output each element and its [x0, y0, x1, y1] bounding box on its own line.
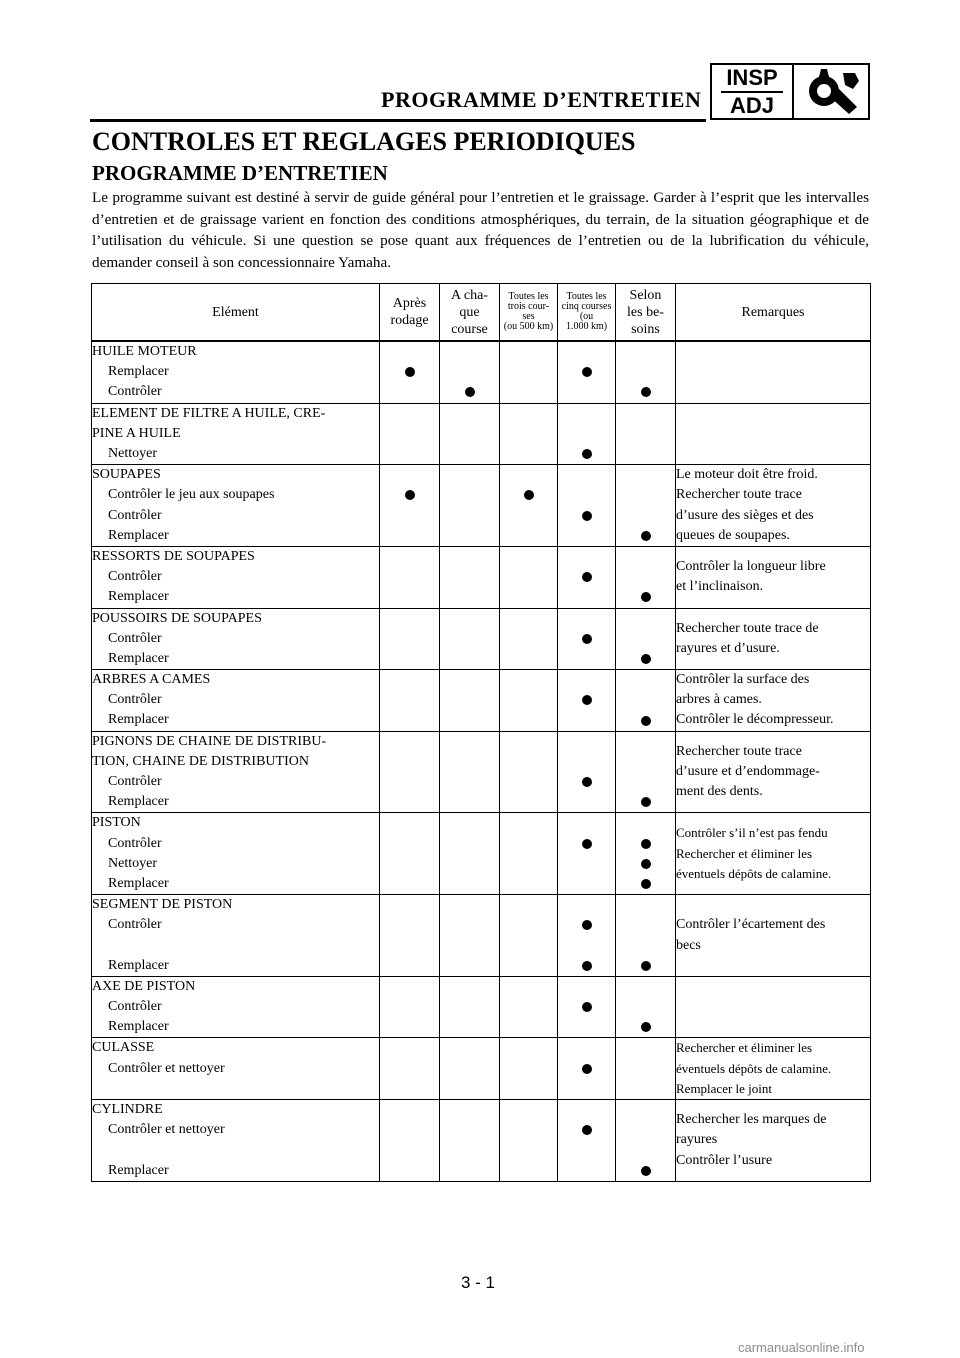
- schedule-dot: [641, 654, 651, 664]
- item-task: Contrôler: [108, 692, 162, 708]
- interval-cell: [500, 895, 558, 977]
- remark-line: Contrôler le décompresseur.: [676, 712, 834, 728]
- interval-cell: [558, 976, 616, 1038]
- item-cell: [92, 1038, 380, 1100]
- schedule-dot: [641, 961, 651, 971]
- interval-cell: [440, 403, 500, 465]
- schedule-dot: [405, 490, 415, 500]
- interval-cell: [380, 976, 440, 1038]
- remark-line: Contrôler la longueur libre: [676, 559, 826, 575]
- interval-cell: [500, 341, 558, 403]
- item-title: SOUPAPES: [92, 467, 161, 483]
- schedule-dot: [582, 695, 592, 705]
- interval-cell: [616, 1038, 676, 1100]
- badge-line-2: ADJ: [729, 92, 774, 118]
- item-cell: [92, 731, 380, 813]
- interval-cell: [616, 546, 676, 608]
- interval-cell: [380, 1100, 440, 1182]
- interval-cell: [500, 1100, 558, 1182]
- header-rule: [90, 119, 706, 122]
- interval-cell: [558, 813, 616, 895]
- header-as-needed: Selon les be- soins: [616, 284, 676, 342]
- interval-cell: [558, 731, 616, 813]
- item-title: PISTON: [92, 815, 141, 831]
- remark-line: queues de soupapes.: [676, 527, 790, 543]
- item-task: Remplacer: [108, 957, 169, 973]
- interval-cell: [616, 813, 676, 895]
- interval-cell: [500, 731, 558, 813]
- schedule-dot: [582, 511, 592, 521]
- item-title: CULASSE: [92, 1040, 155, 1056]
- interval-cell: [558, 670, 616, 732]
- remarks-cell: [676, 1100, 871, 1182]
- item-task: [92, 936, 379, 956]
- item-title: ELEMENT DE FILTRE A HUILE, CRE-: [92, 405, 326, 421]
- table-row: [92, 1100, 871, 1182]
- interval-cell: [500, 403, 558, 465]
- interval-cell: [558, 608, 616, 670]
- schedule-dot: [641, 531, 651, 541]
- schedule-dot: [582, 1064, 592, 1074]
- interval-cell: [440, 895, 500, 977]
- table-row: [92, 895, 871, 977]
- interval-cell: [440, 813, 500, 895]
- interval-cell: [380, 670, 440, 732]
- interval-cell: [558, 546, 616, 608]
- item-title: TION, CHAINE DE DISTRIBUTION: [92, 753, 309, 769]
- table-row: [92, 465, 871, 547]
- interval-cell: [440, 608, 500, 670]
- remark-line: Rechercher les marques de: [676, 1112, 827, 1128]
- table-row: [92, 341, 871, 403]
- table-row: [92, 608, 871, 670]
- schedule-dot: [641, 859, 651, 869]
- interval-cell: [558, 465, 616, 547]
- item-title: ARBRES A CAMES: [92, 672, 211, 688]
- remark-line: Contrôler l’usure: [676, 1152, 773, 1168]
- item-task: Remplacer: [108, 875, 169, 891]
- interval-cell: [616, 731, 676, 813]
- schedule-dot: [641, 797, 651, 807]
- interval-cell: [616, 895, 676, 977]
- schedule-dot: [641, 839, 651, 849]
- item-task: Contrôler et nettoyer: [108, 1060, 225, 1076]
- interval-cell: [500, 608, 558, 670]
- table-row: [92, 731, 871, 813]
- remarks-cell: [676, 813, 871, 895]
- item-title: HUILE MOTEUR: [92, 344, 197, 359]
- table-row: [92, 1038, 871, 1100]
- remark-line: Rechercher toute trace: [676, 487, 802, 503]
- item-title: RESSORTS DE SOUPAPES: [92, 548, 255, 564]
- item-task: Nettoyer: [108, 445, 157, 461]
- item-cell: [92, 403, 380, 465]
- item-task: [92, 1140, 379, 1160]
- intro-paragraph: Le programme suivant est destiné à servir de guide général pour l’entretien et le graissage. Garder à l’esprit que les intervalles d’entretien et de graissage varient en fonction des conditions atmosphériques, du terrain, de la situation géographique et de l’utilisation du véhicule. Si une question se pose quant aux fréquences de l’entretien ou de la lubrification du véhicule, demander conseil à son concessionnaire Yamaha.: [92, 189, 869, 271]
- schedule-dot: [582, 839, 592, 849]
- maintenance-table: [91, 283, 871, 1182]
- page-heading: CONTROLES ET REGLAGES PERIODIQUES: [92, 127, 636, 156]
- header-each-race: A cha- que course: [440, 284, 500, 342]
- schedule-dot: [641, 879, 651, 889]
- item-task: Contrôler: [108, 507, 162, 523]
- interval-cell: [558, 895, 616, 977]
- remark-line: Le moteur doit être froid.: [676, 467, 818, 483]
- item-task: Contrôler le jeu aux soupapes: [108, 487, 275, 503]
- interval-cell: [500, 1038, 558, 1100]
- remark-line: éventuels dépôts de calamine.: [676, 1060, 832, 1076]
- header-every-three-races: Toutes les trois cour- ses (ou 500 km): [500, 284, 558, 342]
- schedule-dot: [582, 572, 592, 582]
- item-title: PIGNONS DE CHAINE DE DISTRIBU-: [92, 733, 327, 749]
- item-task: Contrôler: [108, 569, 162, 585]
- table-header-row: [92, 284, 871, 342]
- table-row: [92, 403, 871, 465]
- item-cell: [92, 608, 380, 670]
- interval-cell: [440, 731, 500, 813]
- item-cell: [92, 465, 380, 547]
- interval-cell: [500, 670, 558, 732]
- remark-line: Rechercher toute trace: [676, 743, 802, 759]
- item-title: AXE DE PISTON: [92, 978, 196, 994]
- remarks-cell: [676, 465, 871, 547]
- item-title: CYLINDRE: [92, 1102, 163, 1118]
- item-task: Remplacer: [108, 794, 169, 810]
- item-task: Contrôler: [108, 774, 162, 790]
- interval-cell: [440, 976, 500, 1038]
- interval-cell: [440, 341, 500, 403]
- item-title: POUSSOIRS DE SOUPAPES: [92, 610, 262, 626]
- interval-cell: [380, 1038, 440, 1100]
- schedule-dot: [641, 716, 651, 726]
- item-cell: [92, 813, 380, 895]
- schedule-dot: [405, 367, 415, 377]
- remark-line: Contrôler l’écartement des: [676, 917, 826, 933]
- remark-line: becs: [676, 937, 701, 953]
- remarks-cell: [676, 670, 871, 732]
- interval-cell: [616, 465, 676, 547]
- remark-line: arbres à cames.: [676, 692, 762, 708]
- schedule-dot: [582, 367, 592, 377]
- item-task: Contrôler et nettoyer: [108, 1122, 225, 1138]
- remark-line: rayures et d’usure.: [676, 640, 780, 656]
- interval-cell: [558, 403, 616, 465]
- item-task: Remplacer: [108, 650, 169, 666]
- header-element: Elément: [92, 284, 380, 342]
- remark-line: ment des dents.: [676, 784, 763, 800]
- item-cell: [92, 976, 380, 1038]
- interval-cell: [380, 546, 440, 608]
- item-title: PINE A HUILE: [92, 425, 181, 441]
- header-after-breakin: Après rodage: [380, 284, 440, 342]
- interval-cell: [500, 976, 558, 1038]
- table-row: [92, 813, 871, 895]
- interval-cell: [380, 608, 440, 670]
- item-task: Remplacer: [108, 364, 169, 380]
- remark-line: Contrôler s’il n’est pas fendu: [676, 825, 828, 841]
- item-task: Nettoyer: [108, 855, 157, 871]
- interval-cell: [500, 465, 558, 547]
- schedule-dot: [582, 961, 592, 971]
- interval-cell: [616, 1100, 676, 1182]
- remark-line: Remplacer le joint: [676, 1080, 773, 1096]
- badge-line-1: INSP: [726, 64, 778, 90]
- remark-line: Rechercher toute trace de: [676, 620, 819, 636]
- interval-cell: [440, 546, 500, 608]
- schedule-dot: [582, 920, 592, 930]
- remark-line: Contrôler la surface des: [676, 672, 810, 688]
- interval-cell: [616, 976, 676, 1038]
- interval-cell: [616, 341, 676, 403]
- item-task: Remplacer: [108, 1019, 169, 1035]
- interval-cell: [440, 1038, 500, 1100]
- remarks-cell: [676, 403, 871, 465]
- watermark: carmanualsonline.info: [738, 1340, 865, 1355]
- interval-cell: [380, 813, 440, 895]
- interval-cell: [616, 403, 676, 465]
- interval-cell: [380, 341, 440, 403]
- item-cell: [92, 895, 380, 977]
- remark-line: Rechercher et éliminer les: [676, 845, 813, 861]
- item-title: SEGMENT DE PISTON: [92, 897, 233, 913]
- interval-cell: [500, 813, 558, 895]
- remarks-cell: [676, 608, 871, 670]
- remark-line: rayures: [676, 1132, 718, 1148]
- table-row: [92, 546, 871, 608]
- schedule-dot: [524, 490, 534, 500]
- item-task: Remplacer: [108, 527, 169, 543]
- schedule-dot: [641, 592, 651, 602]
- header-every-five-races: Toutes les cinq courses (ou 1.000 km): [558, 284, 616, 342]
- remark-line: et l’inclinaison.: [676, 579, 764, 595]
- remarks-cell: [676, 546, 871, 608]
- item-task: Remplacer: [108, 712, 169, 728]
- item-cell: [92, 546, 380, 608]
- interval-cell: [616, 608, 676, 670]
- item-cell: [92, 1100, 380, 1182]
- schedule-dot: [582, 1002, 592, 1012]
- interval-cell: [440, 1100, 500, 1182]
- interval-cell: [616, 670, 676, 732]
- item-task: Remplacer: [108, 589, 169, 605]
- schedule-dot: [641, 1022, 651, 1032]
- interval-cell: [500, 546, 558, 608]
- wrench-inspection-icon: [794, 65, 868, 118]
- remark-line: d’usure et d’endommage-: [676, 763, 820, 779]
- interval-cell: [558, 1038, 616, 1100]
- item-task: Remplacer: [108, 1162, 169, 1178]
- interval-cell: [380, 731, 440, 813]
- remarks-cell: [676, 731, 871, 813]
- interval-cell: [380, 403, 440, 465]
- remarks-cell: [676, 1038, 871, 1100]
- interval-cell: [440, 670, 500, 732]
- schedule-dot: [465, 387, 475, 397]
- schedule-dot: [582, 449, 592, 459]
- remark-line: éventuels dépôts de calamine.: [676, 865, 832, 881]
- table-row: [92, 976, 871, 1038]
- schedule-dot: [641, 1166, 651, 1176]
- schedule-dot: [641, 387, 651, 397]
- item-task: Contrôler: [108, 917, 162, 933]
- interval-cell: [440, 465, 500, 547]
- interval-cell: [380, 895, 440, 977]
- interval-cell: [558, 1100, 616, 1182]
- badge-text: [712, 65, 794, 118]
- schedule-dot: [582, 634, 592, 644]
- item-cell: [92, 341, 380, 403]
- item-task: Contrôler: [108, 630, 162, 646]
- interval-cell: [380, 465, 440, 547]
- remark-line: Rechercher et éliminer les: [676, 1040, 813, 1056]
- schedule-dot: [582, 777, 592, 787]
- header-remarks: Remarques: [676, 284, 871, 342]
- page-subheading: PROGRAMME D’ENTRETIEN: [92, 161, 388, 185]
- table-row: [92, 670, 871, 732]
- schedule-dot: [582, 1125, 592, 1135]
- remark-line: d’usure des sièges et des: [676, 507, 814, 523]
- interval-cell: [558, 341, 616, 403]
- item-cell: [92, 670, 380, 732]
- item-task: Contrôler: [108, 999, 162, 1015]
- insp-adj-badge: [710, 63, 870, 120]
- page-number: 3 - 1: [461, 1273, 496, 1292]
- section-title: PROGRAMME D’ENTRETIEN: [381, 87, 702, 112]
- item-task: Contrôler: [108, 384, 162, 400]
- remarks-cell: [676, 895, 871, 977]
- item-task: Contrôler: [108, 835, 162, 851]
- remarks-cell: [676, 976, 871, 1038]
- remarks-cell: [676, 341, 871, 403]
